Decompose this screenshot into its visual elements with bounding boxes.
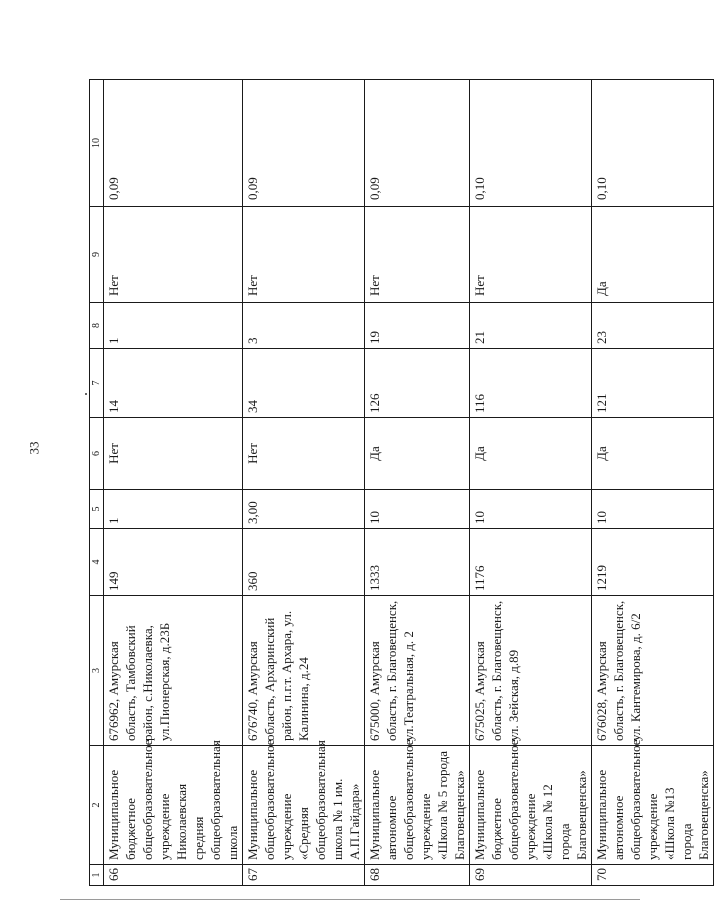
school-name: Муниципальное бюджетное общеобразовательное учреждение «Школа № 12 города Благовещенска»	[470, 746, 592, 865]
row-number: 67	[243, 865, 365, 886]
row-number: 69	[470, 865, 592, 886]
column-header: 9	[90, 207, 104, 303]
rotated-table-container	[89, 80, 711, 886]
schools-table	[89, 79, 714, 886]
cell-col-9: Нет	[243, 207, 365, 303]
cell-col-5: 1	[104, 490, 243, 529]
row-number: 68	[365, 865, 470, 886]
column-header: 8	[90, 303, 104, 349]
cell-col-7: 121	[592, 349, 714, 418]
cell-col-5: 3,00	[243, 490, 365, 529]
cell-col-6: Нет	[243, 418, 365, 490]
cell-col-5: 10	[470, 490, 592, 529]
cell-col-8: 3	[243, 303, 365, 349]
column-header: 5	[90, 490, 104, 529]
cell-col-5: 10	[592, 490, 714, 529]
cell-col-6: Да	[365, 418, 470, 490]
cell-col-6: Да	[470, 418, 592, 490]
column-header: 7	[90, 349, 104, 418]
column-header: 6	[90, 418, 104, 490]
cell-col-10: 0,09	[104, 80, 243, 207]
cell-col-8: 23	[592, 303, 714, 349]
cell-col-7: 126	[365, 349, 470, 418]
cell-col-4: 149	[104, 529, 243, 596]
cell-col-10: 0,10	[592, 80, 714, 207]
cell-col-7: 116	[470, 349, 592, 418]
cell-col-4: 1176	[470, 529, 592, 596]
cell-col-9: Нет	[365, 207, 470, 303]
cell-col-9: Нет	[470, 207, 592, 303]
cell-col-4: 1219	[592, 529, 714, 596]
cell-col-5: 10	[365, 490, 470, 529]
header-row	[90, 80, 104, 886]
column-header: 3	[90, 596, 104, 746]
school-address: 676028, Амурская область, г. Благовещенск, ул. Кантемирова, д. 6/2	[592, 596, 714, 746]
school-address: 675025, Амурская область, г. Благовещенск, ул. Зейская, д.89	[470, 596, 592, 746]
school-name: Муниципальное общеобразовательное учреждение «Средняя общеобразовательная школа № 1 им. А.П.Гайдара»	[243, 746, 365, 865]
school-name: Муниципальное бюджетное общеобразовательное учреждение Николаевская средняя общеобразовательная школа	[104, 746, 243, 865]
cell-col-10: 0,10	[470, 80, 592, 207]
cell-col-7: 14	[104, 349, 243, 418]
school-address: 676962, Амурская область, Тамбовский район, с.Николаевка, ул.Пионерская, д.23Б	[104, 596, 243, 746]
school-address: 675000, Амурская область, г. Благовещенск, ул.Театральная, д. 2	[365, 596, 470, 746]
cell-col-4: 360	[243, 529, 365, 596]
cell-col-9: Да	[592, 207, 714, 303]
cell-col-8: 1	[104, 303, 243, 349]
scan-edge-line	[60, 899, 640, 900]
school-name: Муниципальное автономное общеобразовательное учреждение «Школа №13 города Благовещенска»	[592, 746, 714, 865]
cell-col-4: 1333	[365, 529, 470, 596]
table-row	[365, 80, 470, 886]
row-number: 70	[592, 865, 714, 886]
cell-col-10: 0,09	[365, 80, 470, 207]
cell-col-8: 21	[470, 303, 592, 349]
column-header: 2	[90, 746, 104, 865]
school-address: 676740, Амурская область, Архаринский район, п.г.т. Архара, ул. Калинина, д.24	[243, 596, 365, 746]
cell-col-6: Нет	[104, 418, 243, 490]
column-header: 10	[90, 80, 104, 207]
table-row	[470, 80, 592, 886]
cell-col-10: 0,09	[243, 80, 365, 207]
column-header: 4	[90, 529, 104, 596]
page-number: 33	[26, 441, 42, 455]
table-row	[592, 80, 714, 886]
cell-col-7: 34	[243, 349, 365, 418]
row-number: 66	[104, 865, 243, 886]
cell-col-6: Да	[592, 418, 714, 490]
cell-col-8: 19	[365, 303, 470, 349]
column-header: 1	[90, 865, 104, 886]
table-row	[243, 80, 365, 886]
cell-col-9: Нет	[104, 207, 243, 303]
table-row	[104, 80, 243, 886]
scan-speck	[85, 393, 87, 395]
school-name: Муниципальное автономное общеобразовательное учреждение «Школа № 5 города Благовещенска»	[365, 746, 470, 865]
